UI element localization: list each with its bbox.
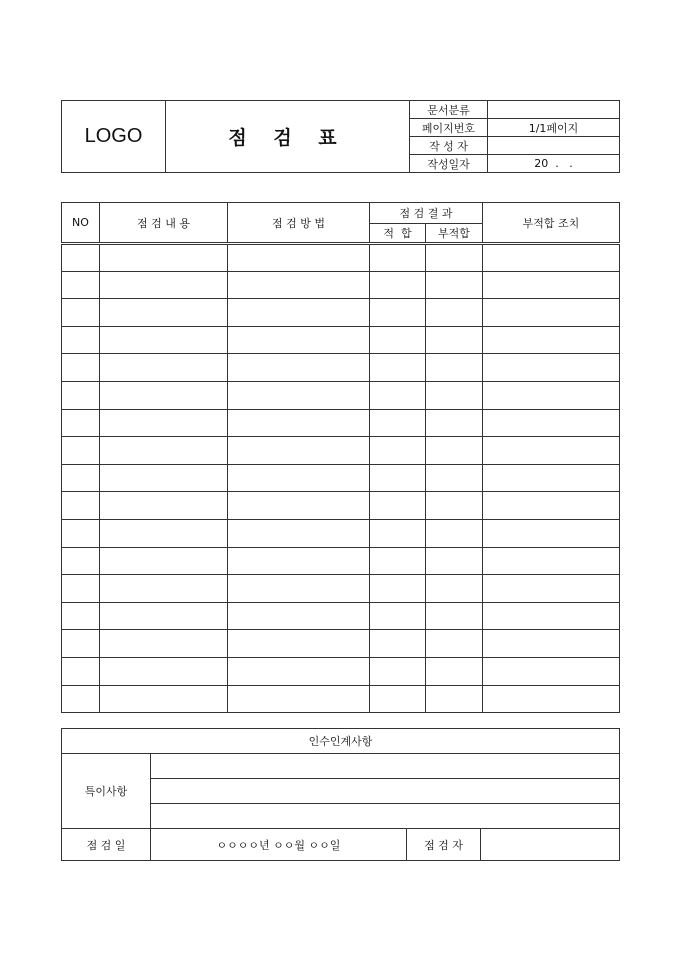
row-no-cell[interactable] <box>62 381 100 409</box>
row-content-cell[interactable] <box>100 409 228 437</box>
row-content-cell[interactable] <box>100 244 228 272</box>
row-no-cell[interactable] <box>62 464 100 492</box>
row-action-cell[interactable] <box>483 657 620 685</box>
row-method-cell[interactable] <box>228 602 370 630</box>
row-content-cell[interactable] <box>100 271 228 299</box>
row-action-cell[interactable] <box>483 437 620 465</box>
row-no-cell[interactable] <box>62 519 100 547</box>
row-pass-cell[interactable] <box>370 271 426 299</box>
row-action-cell[interactable] <box>483 271 620 299</box>
row-content-cell[interactable] <box>100 492 228 520</box>
row-method-cell[interactable] <box>228 271 370 299</box>
row-content-cell[interactable] <box>100 602 228 630</box>
row-pass-cell[interactable] <box>370 437 426 465</box>
row-action-cell[interactable] <box>483 602 620 630</box>
row-fail-cell[interactable] <box>426 271 483 299</box>
row-action-cell[interactable] <box>483 464 620 492</box>
row-fail-cell[interactable] <box>426 602 483 630</box>
row-pass-cell[interactable] <box>370 630 426 658</box>
row-method-cell[interactable] <box>228 464 370 492</box>
row-content-cell[interactable] <box>100 354 228 382</box>
row-fail-cell[interactable] <box>426 685 483 713</box>
notes-line[interactable] <box>151 754 620 779</box>
page-number-value: 1/1페이지 <box>488 119 620 137</box>
doc-category-label: 문서분류 <box>410 101 488 119</box>
row-action-cell[interactable] <box>483 299 620 327</box>
col-method-header: 점 검 방 법 <box>228 203 370 244</box>
table-row <box>62 492 620 520</box>
table-row <box>62 437 620 465</box>
row-pass-cell[interactable] <box>370 657 426 685</box>
notes-line[interactable] <box>151 804 620 829</box>
row-method-cell[interactable] <box>228 575 370 603</box>
inspection-date-label: 점 검 일 <box>62 829 151 861</box>
row-no-cell[interactable] <box>62 657 100 685</box>
row-action-cell[interactable] <box>483 547 620 575</box>
row-action-cell[interactable] <box>483 685 620 713</box>
table-row <box>62 326 620 354</box>
row-fail-cell[interactable] <box>426 547 483 575</box>
row-fail-cell[interactable] <box>426 354 483 382</box>
row-action-cell[interactable] <box>483 409 620 437</box>
row-pass-cell[interactable] <box>370 519 426 547</box>
inspector-value[interactable] <box>481 829 620 861</box>
author-label: 작 성 자 <box>410 137 488 155</box>
handover-title: 인수인계사항 <box>62 729 620 754</box>
row-method-cell[interactable] <box>228 547 370 575</box>
row-pass-cell[interactable] <box>370 381 426 409</box>
row-method-cell[interactable] <box>228 326 370 354</box>
row-pass-cell[interactable] <box>370 575 426 603</box>
row-method-cell[interactable] <box>228 437 370 465</box>
row-action-cell[interactable] <box>483 326 620 354</box>
row-fail-cell[interactable] <box>426 464 483 492</box>
notes-label: 특이사항 <box>62 754 151 829</box>
row-no-cell[interactable] <box>62 602 100 630</box>
table-row <box>62 519 620 547</box>
row-content-cell[interactable] <box>100 464 228 492</box>
row-method-cell[interactable] <box>228 244 370 272</box>
table-row <box>62 685 620 713</box>
row-method-cell[interactable] <box>228 409 370 437</box>
table-row <box>62 299 620 327</box>
row-fail-cell[interactable] <box>426 244 483 272</box>
row-pass-cell[interactable] <box>370 602 426 630</box>
row-no-cell[interactable] <box>62 271 100 299</box>
col-content-header: 점 검 내 용 <box>100 203 228 244</box>
col-action-header: 부적합 조치 <box>483 203 620 244</box>
row-method-cell[interactable] <box>228 492 370 520</box>
row-action-cell[interactable] <box>483 575 620 603</box>
table-row <box>62 464 620 492</box>
table-row <box>62 244 620 272</box>
row-action-cell[interactable] <box>483 630 620 658</box>
logo: LOGO <box>62 101 166 173</box>
row-method-cell[interactable] <box>228 354 370 382</box>
table-row <box>62 409 620 437</box>
document-header <box>61 100 620 173</box>
row-content-cell[interactable] <box>100 299 228 327</box>
row-content-cell[interactable] <box>100 326 228 354</box>
author-value[interactable] <box>488 137 620 155</box>
row-fail-cell[interactable] <box>426 381 483 409</box>
row-action-cell[interactable] <box>483 492 620 520</box>
table-row <box>62 575 620 603</box>
row-content-cell[interactable] <box>100 547 228 575</box>
table-row <box>62 271 620 299</box>
row-no-cell[interactable] <box>62 437 100 465</box>
row-method-cell[interactable] <box>228 381 370 409</box>
row-no-cell[interactable] <box>62 685 100 713</box>
row-no-cell[interactable] <box>62 326 100 354</box>
row-fail-cell[interactable] <box>426 657 483 685</box>
row-pass-cell[interactable] <box>370 244 426 272</box>
row-content-cell[interactable] <box>100 630 228 658</box>
row-action-cell[interactable] <box>483 244 620 272</box>
row-no-cell[interactable] <box>62 492 100 520</box>
inspector-label: 점 검 자 <box>407 829 481 861</box>
row-pass-cell[interactable] <box>370 464 426 492</box>
row-pass-cell[interactable] <box>370 685 426 713</box>
row-fail-cell[interactable] <box>426 437 483 465</box>
row-method-cell[interactable] <box>228 519 370 547</box>
document-title: 점 검 표 <box>166 101 410 173</box>
row-fail-cell[interactable] <box>426 630 483 658</box>
table-row <box>62 602 620 630</box>
row-no-cell[interactable] <box>62 299 100 327</box>
col-result-header: 점 검 결 과 <box>370 203 483 224</box>
notes-line[interactable] <box>151 779 620 804</box>
row-content-cell[interactable] <box>100 381 228 409</box>
row-fail-cell[interactable] <box>426 519 483 547</box>
row-pass-cell[interactable] <box>370 326 426 354</box>
row-fail-cell[interactable] <box>426 575 483 603</box>
handover-table <box>61 728 620 861</box>
row-pass-cell[interactable] <box>370 299 426 327</box>
created-date-value[interactable]: 20 . . <box>488 155 620 173</box>
row-content-cell[interactable] <box>100 437 228 465</box>
row-method-cell[interactable] <box>228 685 370 713</box>
row-content-cell[interactable] <box>100 519 228 547</box>
row-no-cell[interactable] <box>62 547 100 575</box>
row-pass-cell[interactable] <box>370 547 426 575</box>
row-no-cell[interactable] <box>62 575 100 603</box>
inspection-date-value[interactable]: ㅇㅇㅇㅇ년 ㅇㅇ월 ㅇㅇ일 <box>151 829 407 861</box>
table-row <box>62 630 620 658</box>
table-row <box>62 381 620 409</box>
table-row <box>62 657 620 685</box>
row-no-cell[interactable] <box>62 630 100 658</box>
row-fail-cell[interactable] <box>426 492 483 520</box>
row-action-cell[interactable] <box>483 381 620 409</box>
created-date-label: 작성일자 <box>410 155 488 173</box>
row-content-cell[interactable] <box>100 657 228 685</box>
row-no-cell[interactable] <box>62 354 100 382</box>
col-fail-header: 부적합 <box>426 224 483 244</box>
row-pass-cell[interactable] <box>370 354 426 382</box>
table-row <box>62 354 620 382</box>
row-method-cell[interactable] <box>228 630 370 658</box>
col-pass-header: 적 합 <box>370 224 426 244</box>
inspection-table <box>61 202 620 713</box>
row-pass-cell[interactable] <box>370 409 426 437</box>
row-pass-cell[interactable] <box>370 492 426 520</box>
row-method-cell[interactable] <box>228 299 370 327</box>
row-action-cell[interactable] <box>483 519 620 547</box>
col-no-header: NO <box>62 203 100 244</box>
row-fail-cell[interactable] <box>426 409 483 437</box>
row-method-cell[interactable] <box>228 657 370 685</box>
table-row <box>62 547 620 575</box>
doc-category-value[interactable] <box>488 101 620 119</box>
row-content-cell[interactable] <box>100 575 228 603</box>
row-no-cell[interactable] <box>62 409 100 437</box>
row-content-cell[interactable] <box>100 685 228 713</box>
row-action-cell[interactable] <box>483 354 620 382</box>
row-no-cell[interactable] <box>62 244 100 272</box>
page-number-label: 페이지번호 <box>410 119 488 137</box>
row-fail-cell[interactable] <box>426 326 483 354</box>
row-fail-cell[interactable] <box>426 299 483 327</box>
